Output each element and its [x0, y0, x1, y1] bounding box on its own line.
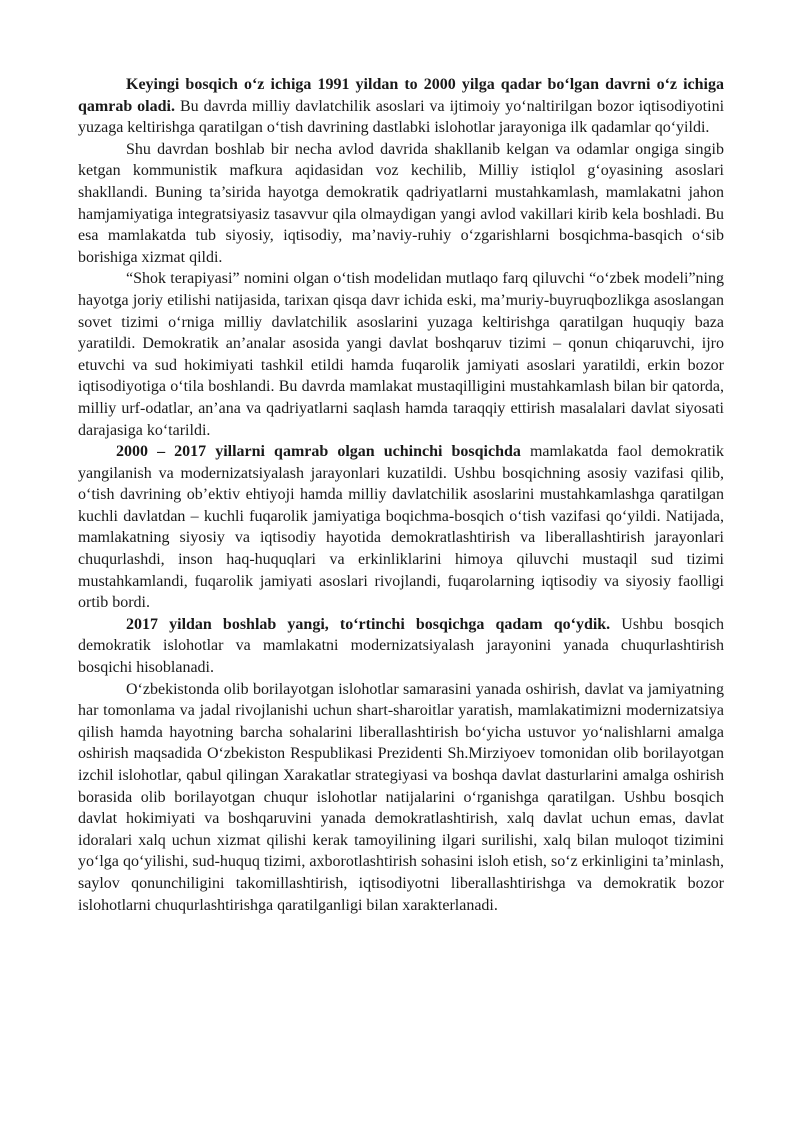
paragraph-heading: Keyingi bosqich o‘z ichiga 1991 yildan to 2000 yilga qadar bo‘lgan davrni o‘z ichiga qamrab oladi. — [78, 76, 724, 115]
paragraph-first-stage — [78, 74, 724, 139]
paragraph-text: Bu davrda milliy davlatchilik asoslari va ijtimoiy yo‘naltirilgan bozor iqtisodiyotini yuzaga keltirishga qaratilgan o‘tish davrining dastlabki islohotlar jarayoniga ilk qadamlar qo‘yildi. — [78, 97, 725, 137]
paragraph-uzbek-model — [78, 268, 724, 441]
paragraph-reforms — [78, 679, 724, 917]
paragraph-text: “Shok terapiyasi” nomini olgan o‘tish modelidan mutlaqo farq qiluvchi “o‘zbek modeli”ning hayotga joriy etilishi natijasida, tarixan qisqa davr ichida eski, ma’muriy-buyruqbozlikga asoslangan sovet tizimi o‘rniga milliy davlatchilik asoslarini yuzaga keltirishga qaratilgan huquqiy baza yaratildi. Demokratik an’analar asosida yangi davlat boshqaruv tizimi – qonun chiqaruvchi, ijro etuvchi va sud hokimiyati tashkil etildi hamda fuqarolik jamiyati asoslari yaratildi, erkin bozor iqtisodiyotiga o‘tila boshlandi. Bu davrda mamlakat mustaqilligini mustahkamlash bilan bir qatorda, milliy urf-odatlar, an’ana va qadriyatlarni saqlash hamda taraqqiy ettirish masalalari davlat siyosati darajasiga ko‘tarildi. — [78, 270, 724, 439]
paragraph-third-stage — [78, 441, 724, 614]
paragraph-text: mamlakatda faol demokratik yangilanish va modernizatsiyalash jarayonlari kuzatildi. Ushbu bosqichning asosiy vazifasi qilib, o‘tish davrining ob’ektiv ehtiyoji hamda milliy davlatchilik asoslarini mustahkamlashga qaratilgan kuchli davlatdan – kuchli fuqarolik jamiyatiga boqichma-bosqich o‘tish vazifasi qo‘yildi. Natijada, mamlakatning siyosiy va iqtisodiy hayotida demokratlashtirish va liberallashtirish jarayonlari chuqurlashdi, inson haq-huquqlari va erkinliklarini himoya qiluvchi mustaqil sud tizimi mustahkamlandi, fuqarolik jamiyati asoslari rivojlandi, fuqarolarning iqtisodiy va siyosiy faolligi ortib bordi. — [78, 443, 725, 612]
paragraph-text: Shu davrdan boshlab bir necha avlod davrida shakllanib kelgan va odamlar ongiga singib ketgan kommunistik mafkura aqidasidan voz kechilib, Milliy istiqlol g‘oyasining asoslari shakllandi. Buning ta’sirida hayotga demokratik qadriyatlarni mustahkamlash, mamlakatni jahon hamjamiyatiga integratsiyasiz tasavvur qila olmaydigan yangi avlod vakillari kirib kela boshladi. Bu esa mamlakatda tub siyosiy, iqtisodiy, ma’naviy-ruhiy o‘zgarishlarni bosqichma-basqich o‘sib borishiga xizmat qildi. — [78, 140, 724, 266]
document-body — [78, 74, 724, 916]
paragraph-text: O‘zbekistonda olib borilayotgan islohotlar samarasini yanada oshirish, davlat va jamiyatning har tomonlama va jadal rivojlanishi uchun shart-sharoitlar yaratish, mamlakatimizni modernizatsiya qilish hamda hayotning barcha sohalarini liberallashtirish bo‘yicha ustuvor yo‘nalishlarni amalga oshirish maqsadida O‘zbekiston Respublikasi Prezidenti Sh.Mirziyoev tomonidan olib borilayotgan izchil islohotlar, qabul qilingan Xarakatlar strategiyasi va boshqa davlat dasturlarini amalga oshirish borasida olib borilayotgan chuqur islohotlar natijalarini o‘rganishga qaratilgan. Ushbu bosqich davlat hokimiyati va boshqaruvini yanada demokratlashtirish, xalq davlat uchun emas, davlat idoralari xalq uchun xizmat qilishi kerak tamoyilining ilgari surilishi, xalq bilan muloqot tizimini yo‘lga qo‘yilishi, sud-huquq tizimi, axborotlashtirish sohasini isloh etish, so‘z erkinligini ta’minlash, saylov qonunchiligini takomillashtirish, iqtisodiyotni liberallashtirishga va demokratik bozor islohotlarni chuqurlashtirishga qaratilganligi bilan xarakterlanadi. — [78, 680, 724, 914]
paragraph-heading: 2000 – 2017 yillarni qamrab olgan uchinchi bosqichda — [116, 443, 521, 461]
paragraph-fourth-stage — [78, 614, 724, 679]
paragraph-heading: 2017 yildan boshlab yangi, to‘rtinchi bosqichga qadam qo‘ydik. — [126, 615, 611, 633]
paragraph-ideology — [78, 139, 724, 269]
paragraph-text: Ushbu bosqich demokratik islohotlar va mamlakatni modernizatsiyalash jarayonini yanada chuqurlashtirish bosqichi hisoblanadi. — [78, 615, 724, 677]
